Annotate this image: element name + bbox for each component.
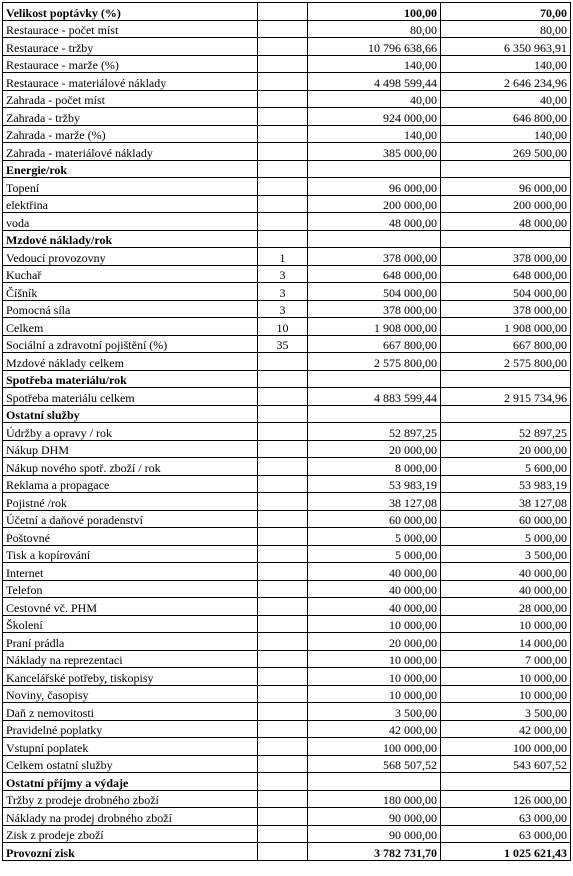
row-count-cell xyxy=(258,825,308,843)
scenario-2-value-cell: 504 000,00 xyxy=(441,283,571,301)
scenario-1-value-cell: 90 000,00 xyxy=(308,825,441,843)
scenario-1-value-cell: 52 897,25 xyxy=(308,423,441,441)
table-row xyxy=(3,55,571,73)
row-label-cell: Spotřeba materiálu/rok xyxy=(3,370,258,388)
scenario-2-value-cell: 63 000,00 xyxy=(441,808,571,826)
scenario-2-value-cell: 269 500,00 xyxy=(441,143,571,161)
row-label-cell: Restaurace - tržby xyxy=(3,38,258,56)
table-row xyxy=(3,825,571,843)
scenario-1-value-cell: 20 000,00 xyxy=(308,633,441,651)
row-label-cell: Mzdové náklady celkem xyxy=(3,353,258,371)
scenario-2-value-cell: 10 000,00 xyxy=(441,615,571,633)
row-count-cell xyxy=(258,440,308,458)
scenario-1-value-cell: 385 000,00 xyxy=(308,143,441,161)
row-label-cell: Zahrada - tržby xyxy=(3,108,258,126)
scenario-2-value-cell: 60 000,00 xyxy=(441,510,571,528)
row-count-cell xyxy=(258,668,308,686)
scenario-2-value-cell: 140,00 xyxy=(441,55,571,73)
table-row xyxy=(3,195,571,213)
row-label-cell: Ostatní příjmy a výdaje xyxy=(3,773,258,791)
scenario-1-value-cell: 40 000,00 xyxy=(308,563,441,581)
scenario-2-value-cell: 646 800,00 xyxy=(441,108,571,126)
scenario-2-value-cell: 63 000,00 xyxy=(441,825,571,843)
scenario-1-value-cell: 3 500,00 xyxy=(308,703,441,721)
row-count-cell xyxy=(258,3,308,21)
row-label-cell: Restaurace - počet míst xyxy=(3,20,258,38)
scenario-2-value-cell xyxy=(441,370,571,388)
row-label-cell: Energie/rok xyxy=(3,160,258,178)
row-label-cell: Údržby a opravy / rok xyxy=(3,423,258,441)
row-label-cell: Ostatní služby xyxy=(3,405,258,423)
row-count-cell: 10 xyxy=(258,318,308,336)
row-label-cell: Tisk a kopírování xyxy=(3,545,258,563)
table-row xyxy=(3,755,571,773)
row-count-cell xyxy=(258,545,308,563)
scenario-2-value-cell: 140,00 xyxy=(441,125,571,143)
scenario-1-value-cell: 40 000,00 xyxy=(308,598,441,616)
scenario-1-value-cell: 378 000,00 xyxy=(308,248,441,266)
table-row xyxy=(3,458,571,476)
table-row xyxy=(3,318,571,336)
scenario-1-value-cell: 100,00 xyxy=(308,3,441,21)
scenario-2-value-cell: 200 000,00 xyxy=(441,195,571,213)
scenario-1-value-cell: 60 000,00 xyxy=(308,510,441,528)
row-count-cell xyxy=(258,685,308,703)
row-count-cell xyxy=(258,615,308,633)
row-count-cell xyxy=(258,38,308,56)
table-row xyxy=(3,545,571,563)
table-row xyxy=(3,423,571,441)
scenario-2-value-cell: 38 127,08 xyxy=(441,493,571,511)
table-row xyxy=(3,703,571,721)
scenario-2-value-cell: 126 000,00 xyxy=(441,790,571,808)
scenario-2-value-cell: 20 000,00 xyxy=(441,440,571,458)
table-row xyxy=(3,440,571,458)
table-row xyxy=(3,808,571,826)
row-label-cell: Topení xyxy=(3,178,258,196)
scenario-2-value-cell: 5 000,00 xyxy=(441,528,571,546)
scenario-2-value-cell xyxy=(441,160,571,178)
row-count-cell xyxy=(258,475,308,493)
row-count-cell xyxy=(258,423,308,441)
scenario-1-value-cell: 200 000,00 xyxy=(308,195,441,213)
row-count-cell xyxy=(258,528,308,546)
scenario-1-value-cell: 3 782 731,70 xyxy=(308,843,441,861)
row-count-cell xyxy=(258,755,308,773)
section-header-row xyxy=(3,405,571,423)
table-row xyxy=(3,790,571,808)
scenario-2-value-cell: 2 646 234,96 xyxy=(441,73,571,91)
row-count-cell: 3 xyxy=(258,300,308,318)
scenario-1-value-cell xyxy=(308,230,441,248)
row-count-cell: 3 xyxy=(258,265,308,283)
scenario-1-value-cell: 38 127,08 xyxy=(308,493,441,511)
row-count-cell xyxy=(258,633,308,651)
row-count-cell xyxy=(258,458,308,476)
row-count-cell: 1 xyxy=(258,248,308,266)
row-label-cell: Zisk z prodeje zboží xyxy=(3,825,258,843)
scenario-2-value-cell: 667 800,00 xyxy=(441,335,571,353)
row-count-cell xyxy=(258,493,308,511)
row-label-cell: Daň z nemovitosti xyxy=(3,703,258,721)
row-label-cell: Účetní a daňové poradenství xyxy=(3,510,258,528)
row-count-cell xyxy=(258,73,308,91)
row-label-cell: Školení xyxy=(3,615,258,633)
row-label-cell: elektřina xyxy=(3,195,258,213)
table-row xyxy=(3,90,571,108)
scenario-2-value-cell: 3 500,00 xyxy=(441,703,571,721)
scenario-2-value-cell: 42 000,00 xyxy=(441,720,571,738)
scenario-1-value-cell: 8 000,00 xyxy=(308,458,441,476)
row-count-cell xyxy=(258,178,308,196)
section-header-row xyxy=(3,230,571,248)
row-label-cell: Cestovné vč. PHM xyxy=(3,598,258,616)
table-row xyxy=(3,108,571,126)
row-label-cell: Pravidelné poplatky xyxy=(3,720,258,738)
scenario-1-value-cell: 924 000,00 xyxy=(308,108,441,126)
row-label-cell: Spotřeba materiálu celkem xyxy=(3,388,258,406)
table-row xyxy=(3,213,571,231)
row-count-cell xyxy=(258,808,308,826)
scenario-1-value-cell: 53 983,19 xyxy=(308,475,441,493)
row-label-cell: Sociální a zdravotní pojištění (%) xyxy=(3,335,258,353)
scenario-1-value-cell: 140,00 xyxy=(308,55,441,73)
table-row xyxy=(3,510,571,528)
section-header-row xyxy=(3,773,571,791)
row-label-cell: Reklama a propagace xyxy=(3,475,258,493)
row-count-cell xyxy=(258,720,308,738)
scenario-1-value-cell: 10 796 638,66 xyxy=(308,38,441,56)
row-label-cell: Internet xyxy=(3,563,258,581)
scenario-1-value-cell: 96 000,00 xyxy=(308,178,441,196)
row-label-cell: Tržby z prodeje drobného zboží xyxy=(3,790,258,808)
scenario-1-value-cell: 378 000,00 xyxy=(308,300,441,318)
row-label-cell: Číšník xyxy=(3,283,258,301)
financial-table xyxy=(2,2,571,861)
table-row xyxy=(3,650,571,668)
table-row xyxy=(3,493,571,511)
scenario-1-value-cell xyxy=(308,160,441,178)
scenario-2-value-cell: 7 000,00 xyxy=(441,650,571,668)
scenario-1-value-cell: 648 000,00 xyxy=(308,265,441,283)
table-row xyxy=(3,388,571,406)
row-count-cell: 3 xyxy=(258,283,308,301)
scenario-1-value-cell: 20 000,00 xyxy=(308,440,441,458)
row-label-cell: Provozní zisk xyxy=(3,843,258,861)
scenario-2-value-cell: 378 000,00 xyxy=(441,300,571,318)
row-count-cell xyxy=(258,598,308,616)
table-row xyxy=(3,20,571,38)
scenario-1-value-cell: 5 000,00 xyxy=(308,528,441,546)
row-count-cell xyxy=(258,90,308,108)
table-row xyxy=(3,283,571,301)
table-row xyxy=(3,668,571,686)
row-label-cell: Noviny, časopisy xyxy=(3,685,258,703)
row-label-cell: Restaurace - marže (%) xyxy=(3,55,258,73)
scenario-1-value-cell: 10 000,00 xyxy=(308,685,441,703)
scenario-1-value-cell: 4 883 599,44 xyxy=(308,388,441,406)
scenario-1-value-cell: 10 000,00 xyxy=(308,615,441,633)
scenario-2-value-cell: 53 983,19 xyxy=(441,475,571,493)
table-row xyxy=(3,738,571,756)
table-row xyxy=(3,143,571,161)
scenario-2-value-cell: 648 000,00 xyxy=(441,265,571,283)
scenario-2-value-cell: 3 500,00 xyxy=(441,545,571,563)
row-count-cell xyxy=(258,580,308,598)
table-row xyxy=(3,580,571,598)
scenario-2-value-cell: 2 575 800,00 xyxy=(441,353,571,371)
table-row xyxy=(3,265,571,283)
scenario-2-value-cell: 40 000,00 xyxy=(441,563,571,581)
row-count-cell xyxy=(258,353,308,371)
scenario-2-value-cell: 52 897,25 xyxy=(441,423,571,441)
row-count-cell xyxy=(258,703,308,721)
table-row xyxy=(3,335,571,353)
table-row xyxy=(3,685,571,703)
scenario-2-value-cell: 70,00 xyxy=(441,3,571,21)
scenario-1-value-cell xyxy=(308,405,441,423)
row-count-cell xyxy=(258,20,308,38)
row-count-cell xyxy=(258,510,308,528)
scenario-1-value-cell: 42 000,00 xyxy=(308,720,441,738)
row-label-cell: Zahrada - počet míst xyxy=(3,90,258,108)
scenario-1-value-cell: 48 000,00 xyxy=(308,213,441,231)
scenario-2-value-cell: 40,00 xyxy=(441,90,571,108)
table-row xyxy=(3,475,571,493)
scenario-1-value-cell: 180 000,00 xyxy=(308,790,441,808)
scenario-2-value-cell: 28 000,00 xyxy=(441,598,571,616)
row-label-cell: Kuchař xyxy=(3,265,258,283)
table-row xyxy=(3,248,571,266)
row-count-cell xyxy=(258,650,308,668)
scenario-1-value-cell: 4 498 599,44 xyxy=(308,73,441,91)
row-label-cell: Celkem ostatní služby xyxy=(3,755,258,773)
row-count-cell xyxy=(258,143,308,161)
row-label-cell: Zahrada - materiálové náklady xyxy=(3,143,258,161)
scenario-2-value-cell: 96 000,00 xyxy=(441,178,571,196)
scenario-1-value-cell: 40,00 xyxy=(308,90,441,108)
scenario-2-value-cell: 543 607,52 xyxy=(441,755,571,773)
table-row xyxy=(3,125,571,143)
row-count-cell xyxy=(258,773,308,791)
scenario-2-value-cell: 10 000,00 xyxy=(441,668,571,686)
row-count-cell: 35 xyxy=(258,335,308,353)
row-count-cell xyxy=(258,738,308,756)
table-row xyxy=(3,73,571,91)
scenario-1-value-cell: 2 575 800,00 xyxy=(308,353,441,371)
row-count-cell xyxy=(258,370,308,388)
scenario-2-value-cell: 100 000,00 xyxy=(441,738,571,756)
row-label-cell: Praní prádla xyxy=(3,633,258,651)
row-count-cell xyxy=(258,843,308,861)
table-row xyxy=(3,615,571,633)
scenario-1-value-cell: 667 800,00 xyxy=(308,335,441,353)
section-header-row xyxy=(3,843,571,861)
row-label-cell: Pojistné /rok xyxy=(3,493,258,511)
scenario-2-value-cell: 10 000,00 xyxy=(441,685,571,703)
scenario-2-value-cell: 2 915 734,96 xyxy=(441,388,571,406)
row-label-cell: Kancelářské potřeby, tiskopisy xyxy=(3,668,258,686)
scenario-2-value-cell: 48 000,00 xyxy=(441,213,571,231)
row-label-cell: Zahrada - marže (%) xyxy=(3,125,258,143)
scenario-1-value-cell: 10 000,00 xyxy=(308,668,441,686)
financial-table-body xyxy=(3,3,571,861)
table-row xyxy=(3,300,571,318)
row-label-cell: Nákup nového spotř. zboží / rok xyxy=(3,458,258,476)
row-label-cell: Mzdové náklady/rok xyxy=(3,230,258,248)
scenario-1-value-cell: 1 908 000,00 xyxy=(308,318,441,336)
row-count-cell xyxy=(258,195,308,213)
scenario-1-value-cell: 504 000,00 xyxy=(308,283,441,301)
section-header-row xyxy=(3,370,571,388)
scenario-2-value-cell: 1 908 000,00 xyxy=(441,318,571,336)
scenario-1-value-cell: 140,00 xyxy=(308,125,441,143)
scenario-2-value-cell: 80,00 xyxy=(441,20,571,38)
row-count-cell xyxy=(258,405,308,423)
row-count-cell xyxy=(258,388,308,406)
table-row xyxy=(3,178,571,196)
row-count-cell xyxy=(258,108,308,126)
scenario-1-value-cell xyxy=(308,773,441,791)
row-count-cell xyxy=(258,563,308,581)
row-label-cell: Pomocná síla xyxy=(3,300,258,318)
row-count-cell xyxy=(258,213,308,231)
scenario-2-value-cell: 378 000,00 xyxy=(441,248,571,266)
scenario-1-value-cell xyxy=(308,370,441,388)
row-label-cell: Náklady na reprezentaci xyxy=(3,650,258,668)
scenario-2-value-cell xyxy=(441,773,571,791)
section-header-row xyxy=(3,3,571,21)
scenario-2-value-cell: 5 600,00 xyxy=(441,458,571,476)
row-label-cell: Vstupní poplatek xyxy=(3,738,258,756)
row-label-cell: Vedoucí provozovny xyxy=(3,248,258,266)
scenario-1-value-cell: 40 000,00 xyxy=(308,580,441,598)
scenario-1-value-cell: 5 000,00 xyxy=(308,545,441,563)
table-row xyxy=(3,528,571,546)
scenario-2-value-cell: 6 350 963,91 xyxy=(441,38,571,56)
scenario-1-value-cell: 90 000,00 xyxy=(308,808,441,826)
row-label-cell: Restaurace - materiálové náklady xyxy=(3,73,258,91)
scenario-2-value-cell xyxy=(441,405,571,423)
table-row xyxy=(3,720,571,738)
scenario-1-value-cell: 100 000,00 xyxy=(308,738,441,756)
section-header-row xyxy=(3,160,571,178)
table-row xyxy=(3,598,571,616)
row-count-cell xyxy=(258,230,308,248)
row-count-cell xyxy=(258,160,308,178)
scenario-2-value-cell xyxy=(441,230,571,248)
scenario-1-value-cell: 80,00 xyxy=(308,20,441,38)
row-label-cell: Celkem xyxy=(3,318,258,336)
scenario-1-value-cell: 568 507,52 xyxy=(308,755,441,773)
table-row xyxy=(3,563,571,581)
row-label-cell: Nákup DHM xyxy=(3,440,258,458)
row-label-cell: Náklady na prodej drobného zboží xyxy=(3,808,258,826)
row-count-cell xyxy=(258,55,308,73)
table-row xyxy=(3,38,571,56)
table-row xyxy=(3,633,571,651)
scenario-2-value-cell: 14 000,00 xyxy=(441,633,571,651)
table-row xyxy=(3,353,571,371)
scenario-2-value-cell: 1 025 621,43 xyxy=(441,843,571,861)
row-count-cell xyxy=(258,125,308,143)
row-label-cell: Poštovné xyxy=(3,528,258,546)
scenario-2-value-cell: 40 000,00 xyxy=(441,580,571,598)
row-label-cell: Velikost poptávky (%) xyxy=(3,3,258,21)
row-label-cell: Telefon xyxy=(3,580,258,598)
scenario-1-value-cell: 10 000,00 xyxy=(308,650,441,668)
row-count-cell xyxy=(258,790,308,808)
row-label-cell: voda xyxy=(3,213,258,231)
